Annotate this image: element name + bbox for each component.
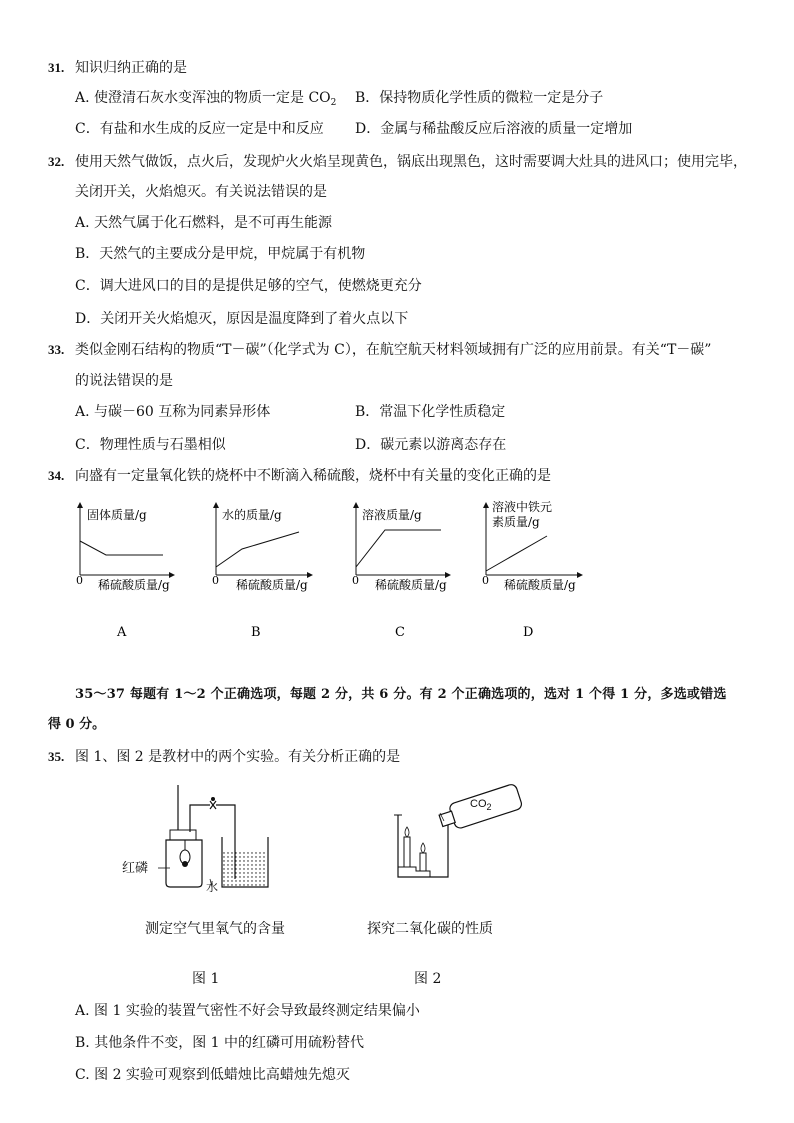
q35-option-c: C. 图 2 实验可观察到低蜡烛比高蜡烛先熄灭	[75, 1067, 350, 1083]
graph-d	[482, 499, 580, 640]
graph-b-curve	[216, 532, 299, 567]
instructions-line2: 得 0 分。	[48, 717, 106, 732]
fig1-label-red-phosphorus: 红磷	[122, 861, 149, 876]
graph-c-option: C	[395, 625, 405, 640]
q33-stem-line1: 类似金刚石结构的物质“T－碳”（化学式为 C），在航空航天材料领域拥有广泛的应用前景。有关“T－碳”	[75, 342, 712, 358]
q32-option-b: B．天然气的主要成分是甲烷，甲烷属于有机物	[75, 246, 366, 262]
q35-option-a: A. 图 1 实验的装置气密性不好会导致最终测定结果偏小	[75, 1003, 420, 1019]
q34-stem: 向盛有一定量氧化铁的烧杯中不断滴入稀硫酸，烧杯中有关量的变化正确的是	[75, 468, 551, 484]
graph-a-ylabel: 固体质量/g	[87, 508, 147, 522]
graph-a	[76, 505, 172, 640]
graph-d-origin: 0	[482, 574, 489, 587]
q34-graphs	[0, 495, 794, 645]
graph-b-origin: 0	[212, 574, 219, 587]
q35-option-b: B. 其他条件不变，图 1 中的红磷可用硫粉替代	[75, 1035, 364, 1051]
q35-stem: 图 1、图 2 是教材中的两个实验。有关分析正确的是	[75, 749, 401, 765]
graph-d-curve	[486, 536, 547, 571]
fig2-title: 图 2	[414, 971, 442, 987]
graph-b-ylabel: 水的质量/g	[222, 508, 282, 522]
graph-d-ylabel-line2: 素质量/g	[492, 515, 540, 529]
q33-stem-line2: 的说法错误的是	[75, 373, 173, 389]
graph-c-ylabel: 溶液质量/g	[362, 508, 422, 522]
graph-a-origin: 0	[76, 574, 83, 587]
q31-option-b: B．保持物质化学性质的微粒一定是分子	[355, 90, 604, 106]
graph-a-xlabel: 稀硫酸质量/g	[98, 578, 170, 592]
q35-number: 35.	[48, 749, 65, 764]
graph-d-xlabel: 稀硫酸质量/g	[504, 578, 576, 592]
q32-stem-line1: 使用天然气做饭，点火后，发现炉火火焰呈现黄色，锅底出现黑色，这时需要调大灶具的进风口；使用完毕，	[75, 154, 747, 170]
q31-option-a: A. 使澄清石灰水变浑浊的物质一定是 $CO_2$	[75, 90, 337, 108]
q32-option-a: A. 天然气属于化石燃料，是不可再生能源	[75, 215, 333, 231]
q33-option-c: C．物理性质与石墨相似	[75, 437, 226, 453]
q31-option-c: C．有盐和水生成的反应一定是中和反应	[75, 121, 324, 137]
q31-stem: 知识归纳正确的是	[75, 60, 187, 76]
graph-a-curve	[80, 541, 163, 555]
graph-b	[212, 505, 310, 640]
q32-option-d: D．关闭开关火焰熄灭，原因是温度降到了着火点以下	[75, 311, 409, 327]
instructions-line1: 35～37 每题有 1～2 个正确选项，每题 2 分，共 6 分。有 2 个正确选项的，选对 1 个得 1 分，多选或错选	[75, 687, 727, 702]
fig2-caption: 探究二氧化碳的性质	[367, 921, 493, 937]
q33-number: 33.	[48, 342, 65, 357]
q32-option-c: C．调大进风口的目的是提供足够的空气，使燃烧更充分	[75, 278, 422, 294]
q31-option-d: D．金属与稀盐酸反应后溶液的质量一定增加	[355, 121, 633, 137]
fig2-label-co2: $CO_2$	[470, 798, 492, 812]
graph-c	[352, 505, 448, 640]
q31-number: 31.	[48, 60, 65, 75]
q32-number: 32.	[48, 154, 65, 169]
graph-c-curve	[356, 530, 441, 567]
fig1-title: 图 1	[192, 971, 220, 987]
fig1-label-water: 水	[206, 880, 219, 894]
figure-1-apparatus	[110, 775, 300, 900]
graph-d-ylabel-line1: 溶液中铁元	[492, 500, 553, 514]
graph-c-xlabel: 稀硫酸质量/g	[375, 578, 447, 592]
graph-b-xlabel: 稀硫酸质量/g	[236, 578, 308, 592]
q33-option-a: A. 与碳－60 互称为同素异形体	[75, 404, 271, 420]
graph-c-origin: 0	[352, 574, 359, 587]
q34-number: 34.	[48, 468, 65, 483]
q33-option-d: D．碳元素以游离态存在	[355, 437, 507, 453]
fig1-caption: 测定空气里氧气的含量	[145, 921, 285, 937]
q33-option-b: B．常温下化学性质稳定	[355, 404, 506, 420]
graph-d-option: D	[523, 625, 534, 640]
graph-a-option: A	[117, 625, 127, 640]
figure-2-apparatus	[380, 775, 530, 885]
graph-b-option: B	[251, 625, 261, 640]
q32-stem-line2: 关闭开关，火焰熄灭。有关说法错误的是	[75, 184, 327, 200]
